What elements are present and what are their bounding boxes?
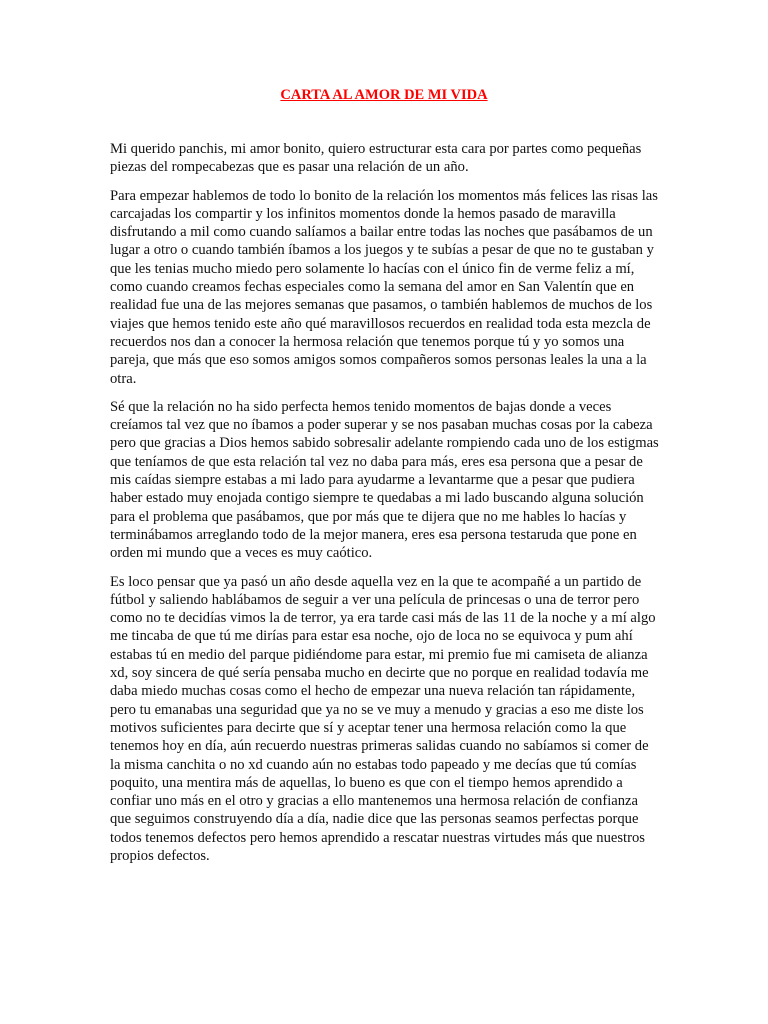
- paragraph: Sé que la relación no ha sido perfecta hemos tenido momentos de bajas donde a veces creíamos tal vez que no íbamos a poder superar y se nos pasaban muchas cosas por la cabeza pero que gracias a Dios hemos sabido sobresalir adelante rompiendo cada uno de los estigmas que teníamos de que esta relación tal vez no daba para más, eres esa persona que a pesar de mis caídas siempre estabas a mi lado para ayudarme a levantarme que a pesar que pudiera haber estado muy enojada contigo siempre te quedabas a mi lado buscando alguna solución para el problema que pasábamos, que por más que te dijera que no me hables lo hacías y terminábamos arreglando todo de la mejor manera, eres esa persona testaruda que pone en orden mi mundo que a veces es muy caótico.: [110, 398, 659, 562]
- paragraph: Para empezar hablemos de todo lo bonito de la relación los momentos más felices las risas las carcajadas los compartir y los infinitos momentos donde la hemos pasado de maravilla disfrutando a mil como cuando salíamos a bailar entre todas las noches que pasábamos de un lugar a otro o cuando también íbamos a los juegos y te subías a pesar de que no te gustaban y que les tenias mucho miedo pero solamente lo hacías con el único fin de verme feliz a mí, como cuando creamos fechas especiales como la semana del amor en San Valentín que en realidad fue una de las mejores semanas que pasamos, o también hablemos de muchos de los viajes que hemos tenido este año qué maravillosos recuerdos en realidad toda esta mezcla de recuerdos nos dan a conocer la hermosa relación que tenemos porque tú y yo somos una pareja, que más que eso somos amigos somos compañeros somos personas leales la una a la otra.: [110, 187, 658, 387]
- paragraph: Es loco pensar que ya pasó un año desde aquella vez en la que te acompañé a un partido de fútbol y saliendo hablábamos de seguir a ver una película de princesas o una de terror pero como no te decidías vimos la de terror, ya era tarde casi más de las 11 de la noche y a mí algo me tincaba de que tú me dirías para estar esa noche, ojo de loca no se equivoca y pum ahí estabas tú en medio del parque pidiéndome para estar, mi premio fue mi camiseta de alianza xd, soy sincera de qué sería pensaba mucho en decirte que no porque en realidad todavía me daba miedo muchas cosas como el hecho de empezar una nueva relación tan rápidamente, pero tu emanabas una seguridad que ya no se ve muy a menudo y gracias a eso me diste los motivos suficientes para decirte que sí y aceptar tener una hermosa relación como la que tenemos hoy en día, aún recuerdo nuestras primeras salidas cuando no sabíamos si comer de la misma canchita o no xd cuando aún no estabas todo papeado y me decías que tú comías poquito, una mentira más de aquellas, lo bueno es que con el tiempo hemos aprendido a confiar uno más en el otro y gracias a ello mantenemos una hermosa relación de confianza que seguimos construyendo día a día, nadie dice que las personas seamos perfectas porque todos tenemos defectos pero hemos aprendido a rescatar nuestras virtudes más que nuestros propios defectos.: [110, 573, 656, 864]
- document-body: [110, 140, 662, 875]
- paragraph: Mi querido panchis, mi amor bonito, quiero estructurar esta cara por partes como pequeñas piezas del rompecabezas que es pasar una relación de un año.: [110, 141, 642, 176]
- document-title: CARTA AL AMOR DE MI VIDA: [280, 87, 488, 103]
